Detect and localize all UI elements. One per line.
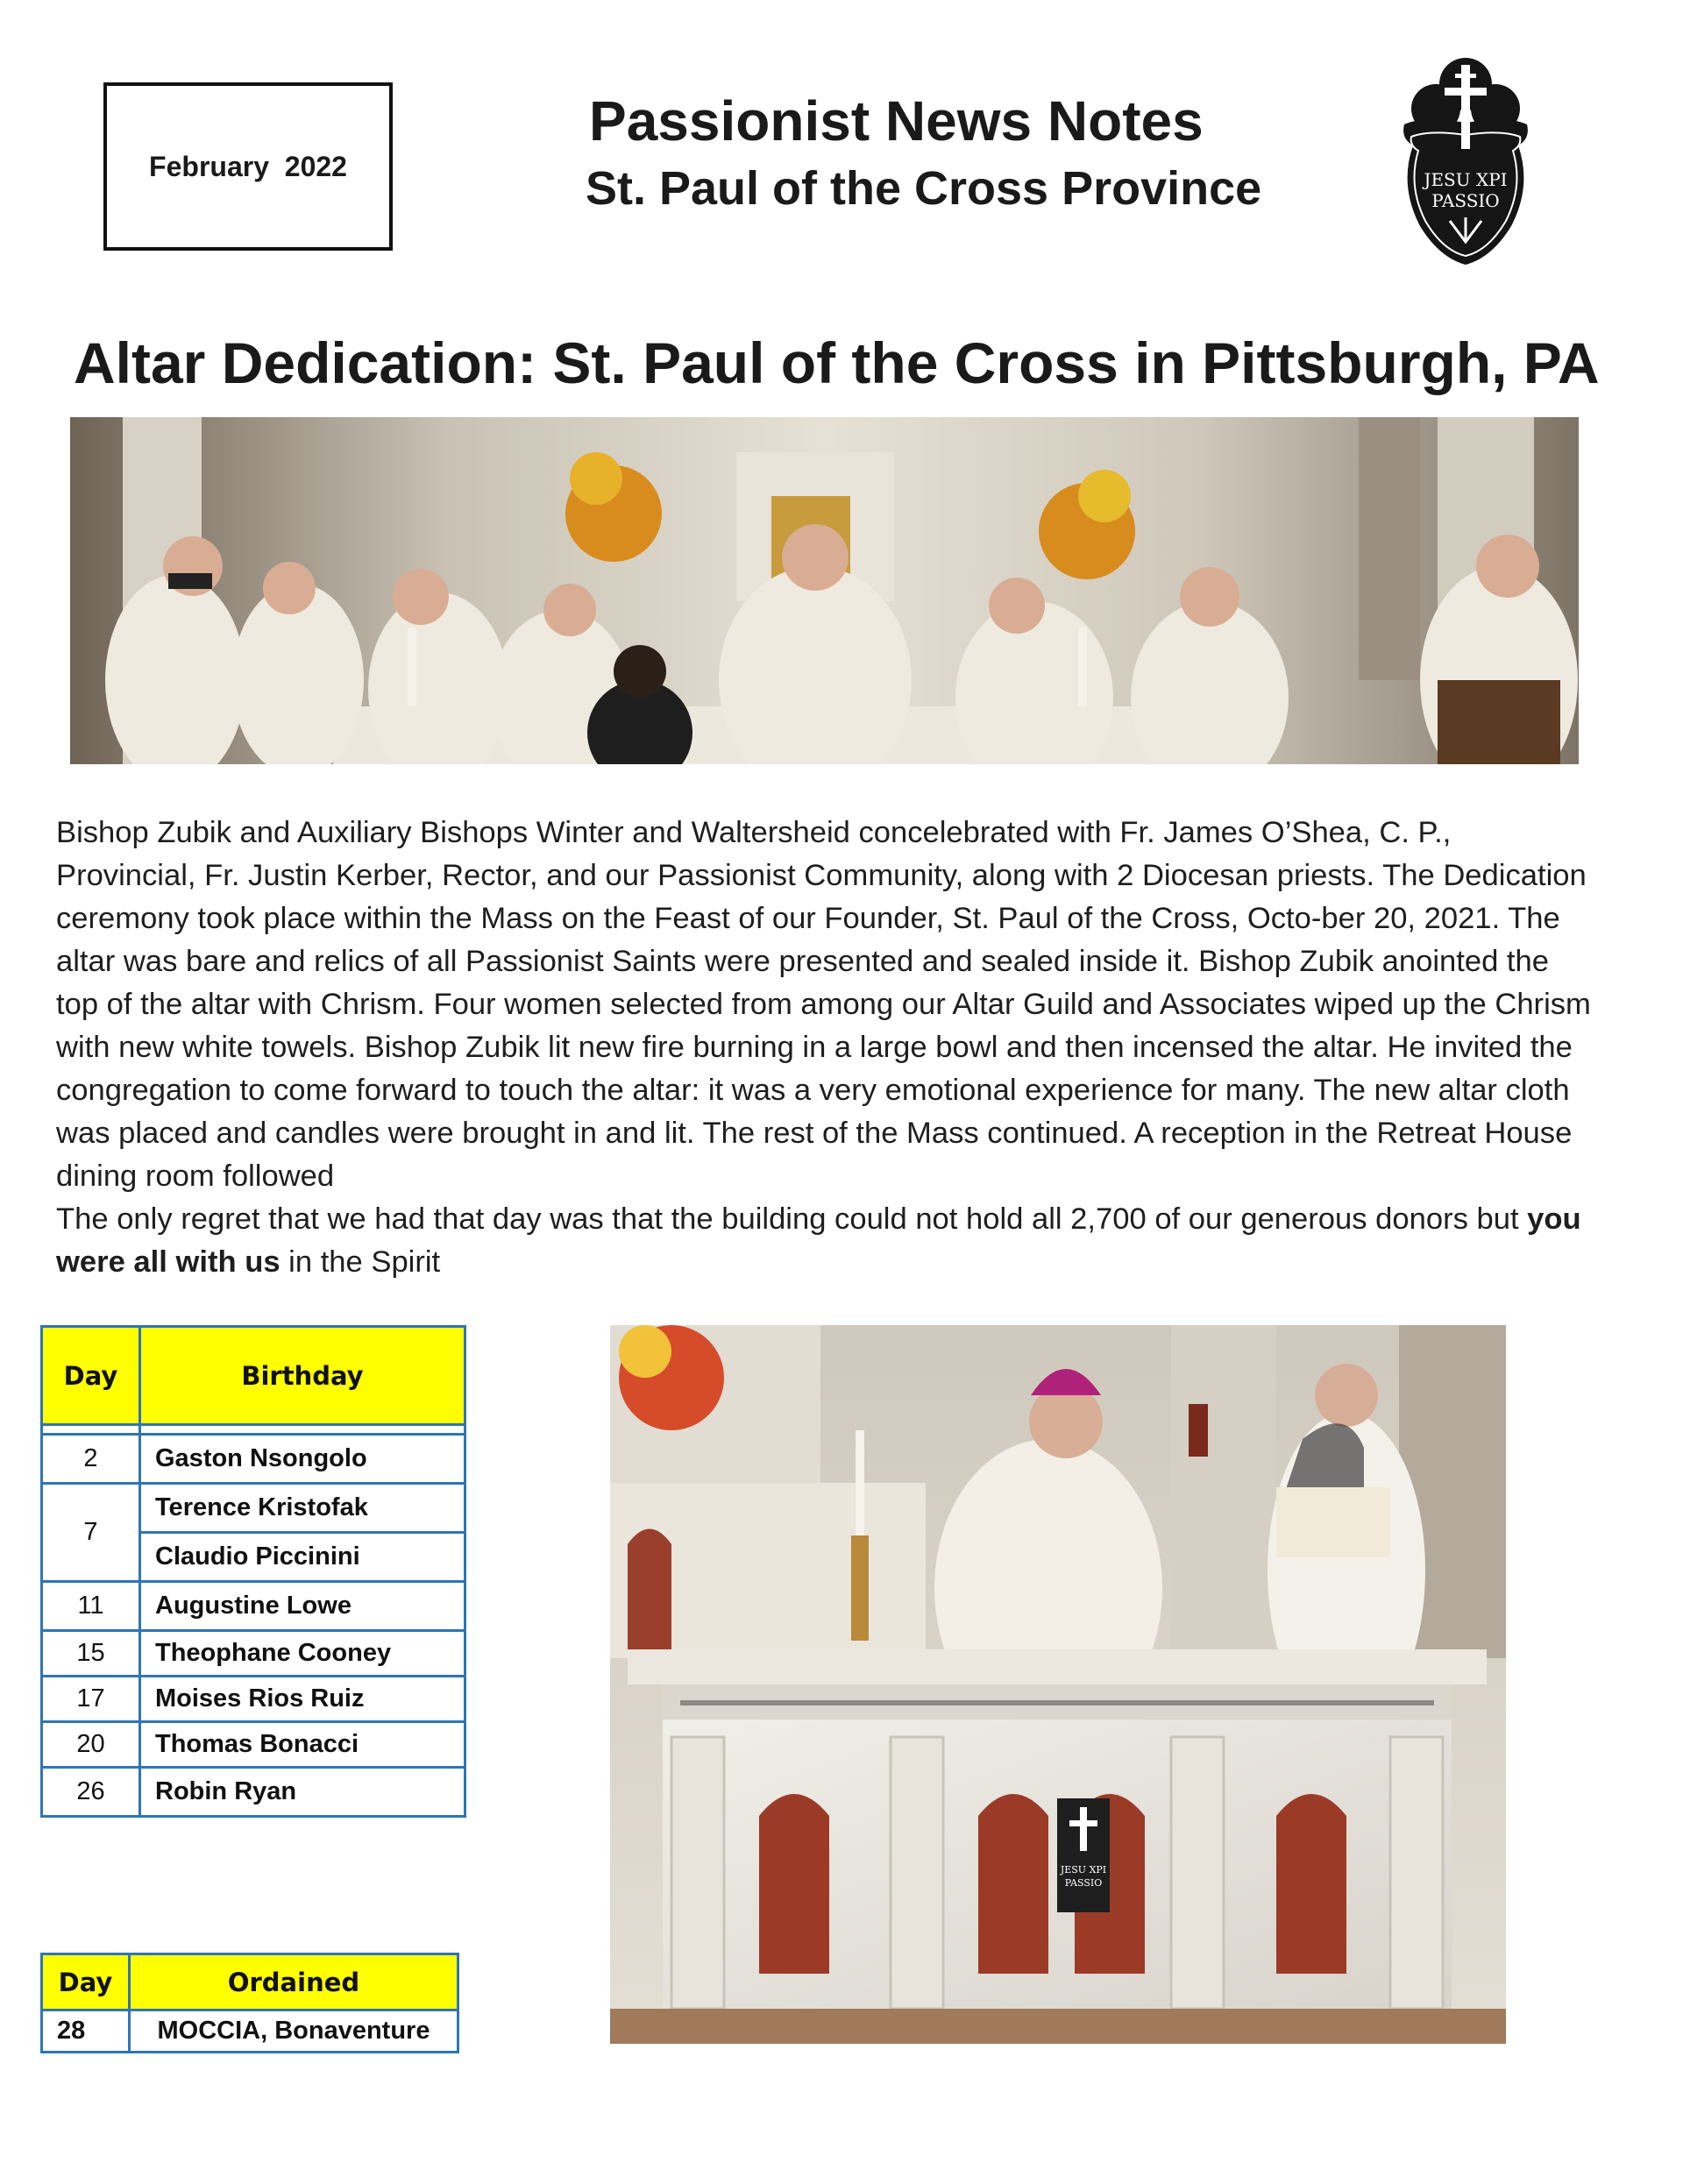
column-header-birthday: Birthday <box>140 1327 465 1425</box>
birthday-table-wrap <box>40 1325 466 1818</box>
newsletter-subtitle: St. Paul of the Cross Province <box>586 162 1262 215</box>
table-row <box>42 1582 465 1631</box>
birthday-day: 2 <box>42 1435 140 1484</box>
table-row <box>42 2010 458 2053</box>
closing-text-end: in the Spirit <box>280 1245 441 1279</box>
birthday-day: 11 <box>42 1582 140 1631</box>
ordained-table <box>40 1953 459 2053</box>
svg-text:JESU XPI: JESU XPI <box>1060 1864 1107 1876</box>
birthday-day: 26 <box>42 1768 140 1817</box>
article-body <box>56 812 1599 1284</box>
birthday-name: Gaston Nsongolo <box>140 1435 465 1484</box>
ordained-name: MOCCIA, Bonaventure <box>130 2010 458 2053</box>
svg-text:PASSIO: PASSIO <box>1064 1877 1103 1889</box>
ordained-table-wrap <box>40 1953 459 2053</box>
bishop-anointing-altar-photo <box>610 1325 1506 2044</box>
birthday-day: 17 <box>42 1677 140 1722</box>
birthday-name: Terence Kristofak <box>140 1484 465 1533</box>
birthday-day: 15 <box>42 1631 140 1677</box>
table-row <box>42 1677 465 1722</box>
table-row <box>42 1768 465 1817</box>
svg-text:JESU XPI: JESU XPI <box>1424 169 1508 190</box>
birthday-name: Thomas Bonacci <box>140 1722 465 1768</box>
altar-dedication-photo <box>70 417 1579 764</box>
birthday-name: Claudio Piccinini <box>140 1533 465 1582</box>
birthday-name: Moises Rios Ruiz <box>140 1677 465 1722</box>
newsletter-title: Passionist News Notes <box>589 89 1204 152</box>
issue-date-box <box>103 82 393 251</box>
ordained-day: 28 <box>42 2010 130 2053</box>
svg-text:PASSIO: PASSIO <box>1431 190 1500 211</box>
table-row <box>42 1631 465 1677</box>
birthday-day: 20 <box>42 1722 140 1768</box>
table-row <box>42 1484 465 1533</box>
column-header-day: Day <box>42 1954 130 2010</box>
issue-date: February 2022 <box>149 150 347 182</box>
birthday-name: Augustine Lowe <box>140 1582 465 1631</box>
birthday-day: 7 <box>42 1484 140 1582</box>
article-paragraph: Bishop Zubik and Auxiliary Bishops Winter and Waltersheid concelebrated with Fr. James O’Shea, C. P., Provincial, Fr. Justin Kerber, Rector, and our Passionist Community, along with 2 Diocesan priests. The Dedication ceremony took place within the Mass on the Feast of our Founder, St. Paul of the Cross, Octo-ber 20, 2021. The altar was bare and relics of all Passionist Saints were presented and sealed inside it. Bishop Zubik anointed the top of the altar with Chrism. Four women selected from among our Altar Guild and Associates wiped up the Chrism with new white towels. Bishop Zubik lit new fire burning in a large bowl and then incensed the altar. He invited the congregation to come forward to touch the altar: it was a very emotional experience for many. The new altar cloth was placed and candles were brought in and lit. The rest of the Mass continued. A reception in the Retreat House dining room followed <box>56 816 1591 1193</box>
table-row <box>42 1435 465 1484</box>
article-headline: Altar Dedication: St. Paul of the Cross in Pittsburgh, PA <box>74 330 1600 395</box>
column-header-ordained: Ordained <box>130 1954 458 2010</box>
closing-emphasis: you were all with us <box>56 1202 1581 1279</box>
passionist-sign-icon <box>1395 54 1536 268</box>
birthday-name: Robin Ryan <box>140 1768 465 1817</box>
table-row <box>42 1722 465 1768</box>
birthday-table <box>40 1325 466 1818</box>
closing-text: The only regret that we had that day was that the building could not hold all 2,700 of our generous donors but <box>56 1202 1528 1236</box>
column-header-day: Day <box>42 1327 140 1425</box>
birthday-name: Theophane Cooney <box>140 1631 465 1677</box>
article-paragraph-closing <box>56 1198 1599 1284</box>
